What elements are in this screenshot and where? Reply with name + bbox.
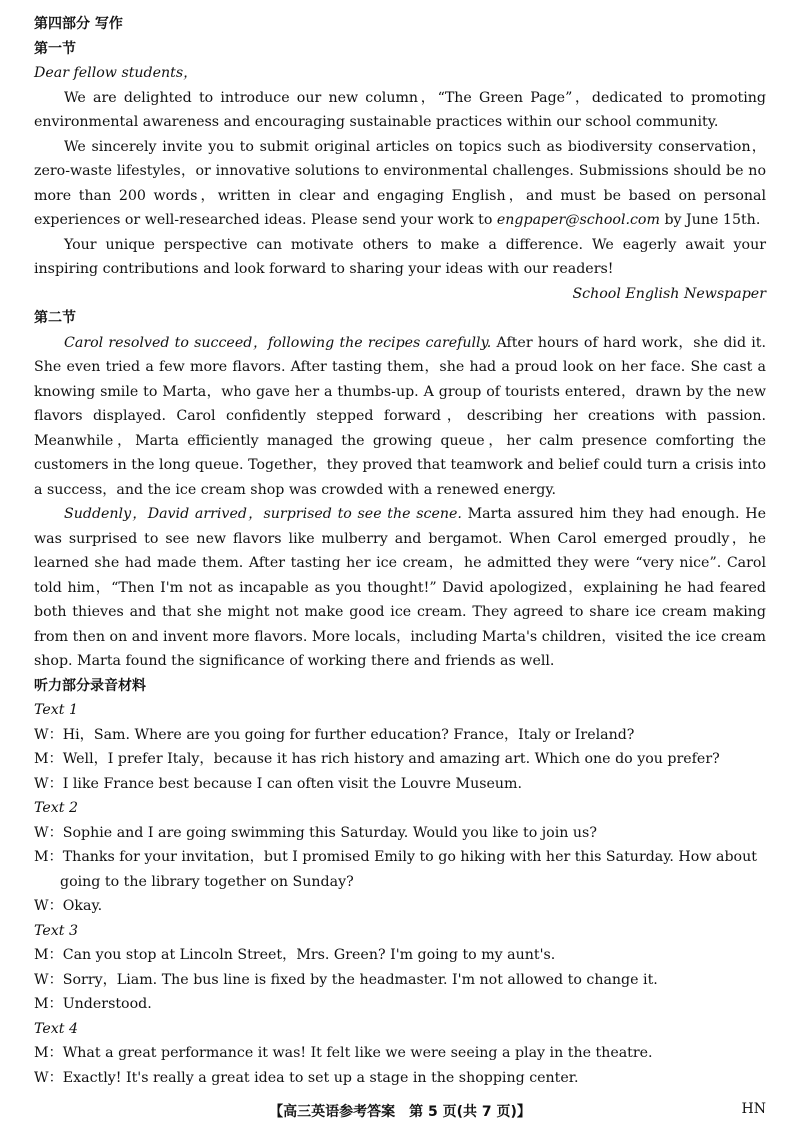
letter-signature: School English Newspaper bbox=[572, 285, 766, 302]
dialogue-line: W：Exactly! It's really a great idea to set up a stage in the shopping center. bbox=[34, 1069, 579, 1086]
text-label: Text 3 bbox=[34, 922, 78, 939]
letter-p2-deadline: by June 15th. bbox=[659, 212, 761, 228]
page-number: 【高三英语参考答案 第 5 页(共 7 页)】 bbox=[269, 1104, 531, 1120]
part1-title: 第一节 bbox=[34, 40, 76, 57]
letter-salutation: Dear fellow students， bbox=[34, 65, 198, 81]
story-p2-body: Marta assured him they had enough. He was surprised to see new flavors like mulberry and bergamot. When Carol emerged proudly，he learned she had made them. After tasting her ice cream，he admitted they were “very nice”. Carol told him，“Then I'm not as incapable as you thought!” David apologized，explaining he had feared both thieves and that she might not make good ice cream. They agreed to share ice cream making from then on and invent more flavors. More locals，including Marta's children，visited the ice cream shop. Marta found the significance of working there and friends as well. bbox=[34, 506, 766, 669]
text-label: Text 2 bbox=[34, 800, 78, 816]
letter-paragraph-2 bbox=[34, 135, 766, 233]
listening-title: 听力部分录音材料 bbox=[34, 677, 146, 694]
dialogue-line: W：Okay. bbox=[34, 898, 103, 914]
story-paragraph-2 bbox=[34, 502, 766, 674]
listening-text-2 bbox=[34, 796, 766, 919]
text-label: Text 1 bbox=[34, 702, 78, 718]
text-label: Text 4 bbox=[34, 1020, 78, 1037]
story-p1-body: After hours of hard work，she did it. She even tried a few more flavors. After tasting them，she had a proud look on her face. She cast a knowing smile to Marta，who gave her a thumbs-up. A group of tourists entered，drawn by the new flavors displayed. Carol confidently stepped forward，describing her creations with passion. Meanwhile，Marta efficiently managed the growing queue，her calm presence comforting the customers in the long queue. Together，they proved that teamwork and belief could turn a crisis into a success，and the ice cream shop was crowded with a renewed energy. bbox=[34, 334, 767, 498]
dialogue-line: W：Hi，Sam. Where are you going for further education? France，Italy or Ireland? bbox=[34, 726, 635, 743]
letter-paragraph-3: Your unique perspective can motivate others to make a difference. We eagerly await your inspiring contributions and look forward to sharing your ideas with our readers! bbox=[34, 236, 766, 277]
section-title: 第四部分 写作 bbox=[34, 16, 123, 32]
story-p1-lead: Carol resolved to succeed，following the recipes carefully. bbox=[64, 334, 492, 351]
listening-text-4 bbox=[34, 1017, 766, 1091]
dialogue-line: M：Well，I prefer Italy，because it has rich history and amazing art. Which one do you prefer? bbox=[34, 751, 720, 767]
story-paragraph-1 bbox=[34, 331, 766, 503]
dialogue-line: M：Thanks for your invitation，but I promised Emily to go hiking with her this Saturday. How about going to the library together on Sunday? bbox=[34, 849, 757, 890]
dialogue-line: M：Understood. bbox=[34, 996, 152, 1012]
listening-text-3 bbox=[34, 919, 766, 1017]
page-footer bbox=[0, 1101, 800, 1123]
story-p2-lead: Suddenly，David arrived，surprised to see the scene. bbox=[64, 506, 462, 522]
email-address: engpaper@school.com bbox=[496, 212, 660, 228]
dialogue-line: W：I like France best because I can often visit the Louvre Museum. bbox=[34, 775, 522, 792]
letter-p2-text: We sincerely invite you to submit original articles on topics such as biodiversity conservation，zero-waste lifestyles，or innovative solutions to environmental challenges. Submissions should be no more than 200 words，written in clear and engaging English，and must be based on personal experiences or well-researched ideas. Please send your work to bbox=[34, 138, 766, 228]
dialogue-line: M：What a great performance it was! It felt like we were seeing a play in the theatre. bbox=[34, 1045, 653, 1061]
answer-page bbox=[34, 12, 766, 1090]
listening-text-1 bbox=[34, 698, 766, 796]
dialogue-line: W：Sorry，Liam. The bus line is fixed by the headmaster. I'm not allowed to change it. bbox=[34, 971, 658, 988]
letter-paragraph-1: We are delighted to introduce our new column，“The Green Page”，dedicated to promoting environmental awareness and encouraging sustainable practices within our school community. bbox=[34, 89, 766, 130]
part2-title: 第二节 bbox=[34, 310, 76, 326]
region-code: HN bbox=[741, 1101, 766, 1117]
dialogue-line: M：Can you stop at Lincoln Street，Mrs. Green? I'm going to my aunt's. bbox=[34, 947, 556, 963]
dialogue-line: W：Sophie and I are going swimming this Saturday. Would you like to join us? bbox=[34, 824, 597, 841]
